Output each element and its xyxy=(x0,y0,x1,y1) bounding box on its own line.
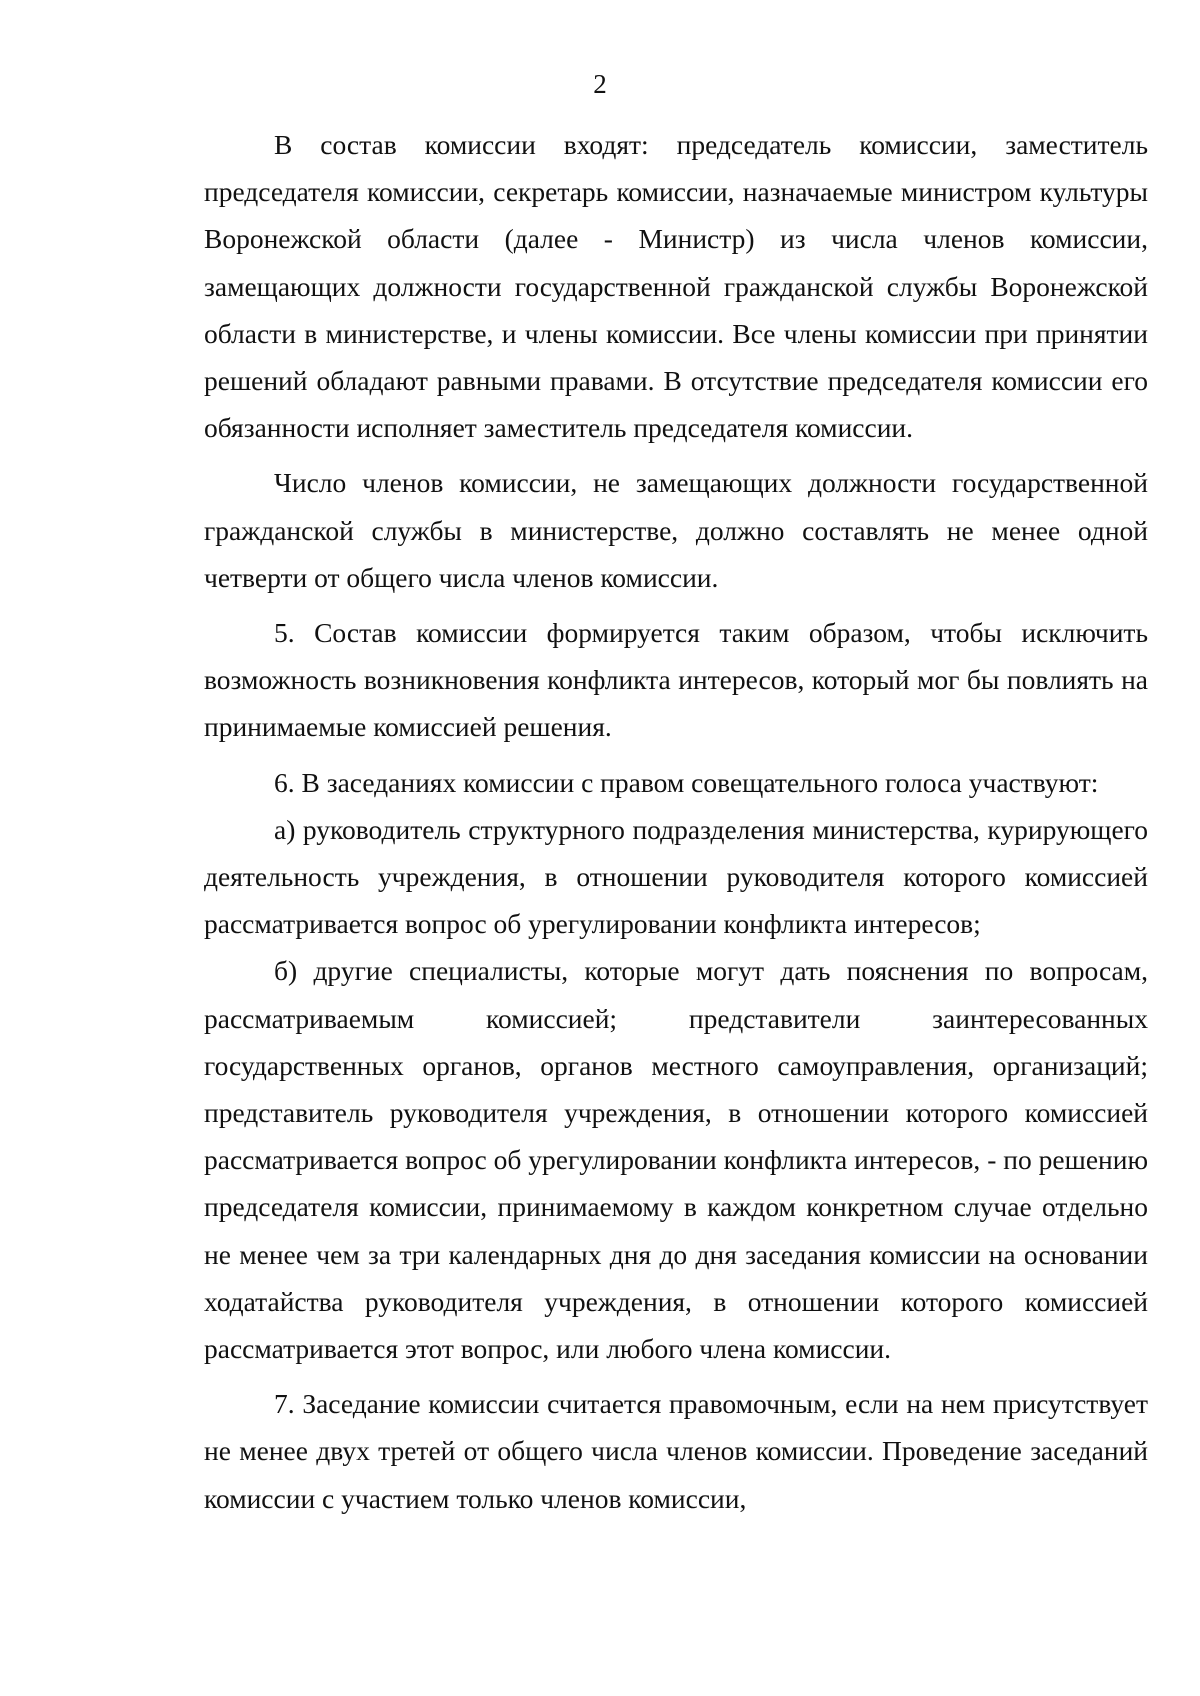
paragraph-item-6a: а) руководитель структурного подразделения министерства, курирующего деятельность учреждения, в отношении руководителя которого комиссией рассматривается вопрос об урегулировании конфликта интересов; xyxy=(204,813,1148,940)
paragraph-commission-composition: В состав комиссии входят: председатель комиссии, заместитель председателя комиссии, секретарь комиссии, назначаемые министром культуры Воронежской области (далее - Министр) из числа членов комиссии, замещающих должности государственной гражданской службы Воронежской области в министерстве, и члены комиссии. Все члены комиссии при принятии решений обладают равными правами. В отсутствие председателя комиссии его обязанности исполняет заместитель председателя комиссии. xyxy=(204,129,1148,444)
page-number: 2 xyxy=(593,69,607,99)
paragraph-item-7: 7. Заседание комиссии считается правомочным, если на нем присутствует не менее двух третей от общего числа членов комиссии. Проведение заседаний комиссии с участием только членов комиссии, xyxy=(204,1388,1148,1514)
paragraph-non-civil-members: Число членов комиссии, не замещающих должности государственной гражданской службы в министерстве, должно составлять не менее одной четверти от общего числа членов комиссии. xyxy=(204,467,1148,593)
document-body xyxy=(204,121,1148,1522)
paragraph-item-6b: б) другие специалисты, которые могут дать пояснения по вопросам, рассматриваемым комиссией; представители заинтересованных государственных органов, органов местного самоуправления, организаций; представитель руководителя учреждения, в отношении которого комиссией рассматривается вопрос об урегулировании конфликта интересов, - по решению председателя комиссии, принимаемому в каждом конкретном случае отдельно не менее чем за три календарных дня до дня заседания комиссии на основании ходатайства руководителя учреждения, в отношении которого комиссией рассматривается этот вопрос, или любого члена комиссии. xyxy=(204,955,1148,1365)
paragraph-item-5: 5. Состав комиссии формируется таким образом, чтобы исключить возможность возникновения конфликта интересов, который мог бы повлиять на принимаемые комиссией решения. xyxy=(204,617,1148,743)
paragraph-item-6: 6. В заседаниях комиссии с правом совещательного голоса участвуют: xyxy=(274,766,1099,798)
